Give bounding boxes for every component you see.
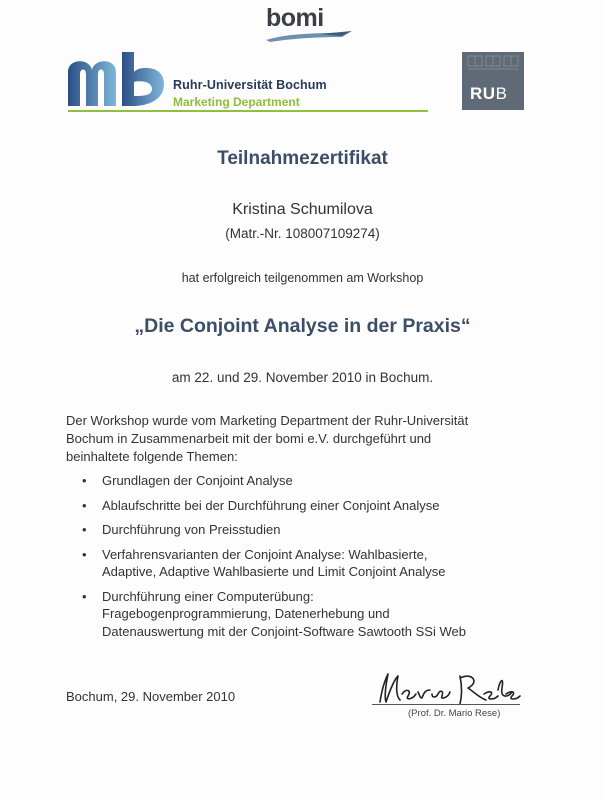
topic-item <box>80 588 520 641</box>
participation-text: hat erfolgreich teilgenommen am Workshop <box>181 271 424 285</box>
topic-line: Ablaufschritte bei der Durchführung einer Conjoint Analyse <box>102 497 440 513</box>
signer-name: (Prof. Dr. Mario Rese) <box>408 708 501 719</box>
bullet-icon: • <box>82 473 87 488</box>
intro-line: Bochum in Zusammenarbeit mit der bomi e.V. durchgeführt und <box>66 431 432 446</box>
topic-line: Durchführung von Preisstudien <box>102 522 281 537</box>
rub-logo <box>462 52 524 110</box>
university-name: Ruhr-Universität Bochum <box>173 78 327 92</box>
topic-line: Fragebogenprogrammierung, Datenerhebung und <box>102 606 390 621</box>
topic-item <box>80 497 520 515</box>
bullet-icon: • <box>82 546 87 562</box>
intro-paragraph <box>66 412 526 466</box>
topic-line: Durchführung einer Computerübung: <box>102 588 314 604</box>
topic-item <box>80 546 520 581</box>
topic-line: Datenauswertung mit der Conjoint-Software Sawtooth SSi Web <box>102 623 466 639</box>
topic-line: Adaptive, Adaptive Wahlbasierte und Limit Conjoint Analyse <box>102 564 446 579</box>
matriculation-number: (Matr.-Nr. 108007109274) <box>225 226 380 241</box>
mb-monogram-icon <box>68 52 168 106</box>
bomi-logo <box>262 4 354 44</box>
topic-line: Grundlagen der Conjoint Analyse <box>102 473 293 488</box>
bullet-icon: • <box>82 522 87 537</box>
department-name: Marketing Department <box>173 95 300 109</box>
signature-line <box>372 704 520 705</box>
workshop-title: „Die Conjoint Analyse in der Praxis“ <box>134 315 471 337</box>
rub-pattern-icon <box>462 52 524 82</box>
bullet-icon: • <box>82 497 87 513</box>
header-divider <box>68 110 428 112</box>
mb-logo <box>68 52 168 106</box>
participant-name: Kristina Schumilova <box>232 201 373 218</box>
bomi-swoosh-icon <box>262 28 354 44</box>
topic-item <box>80 521 520 539</box>
intro-line: beinhaltete folgende Themen: <box>66 449 238 464</box>
place-and-date: Bochum, 29. November 2010 <box>66 689 236 704</box>
workshop-date: am 22. und 29. November 2010 in Bochum. <box>171 370 434 385</box>
topic-item <box>80 472 520 490</box>
bullet-icon: • <box>82 588 87 604</box>
certificate-title: Teilnahmezertifikat <box>217 148 388 169</box>
intro-line: Der Workshop wurde vom Marketing Department der Ruhr-Universität <box>66 413 469 428</box>
topics-list <box>80 472 520 647</box>
topic-line: Verfahrensvarianten der Conjoint Analyse: Wahlbasierte, <box>102 546 428 562</box>
rub-logo-text: RUB <box>470 84 508 103</box>
bomi-logo-text: bomi <box>266 4 324 32</box>
